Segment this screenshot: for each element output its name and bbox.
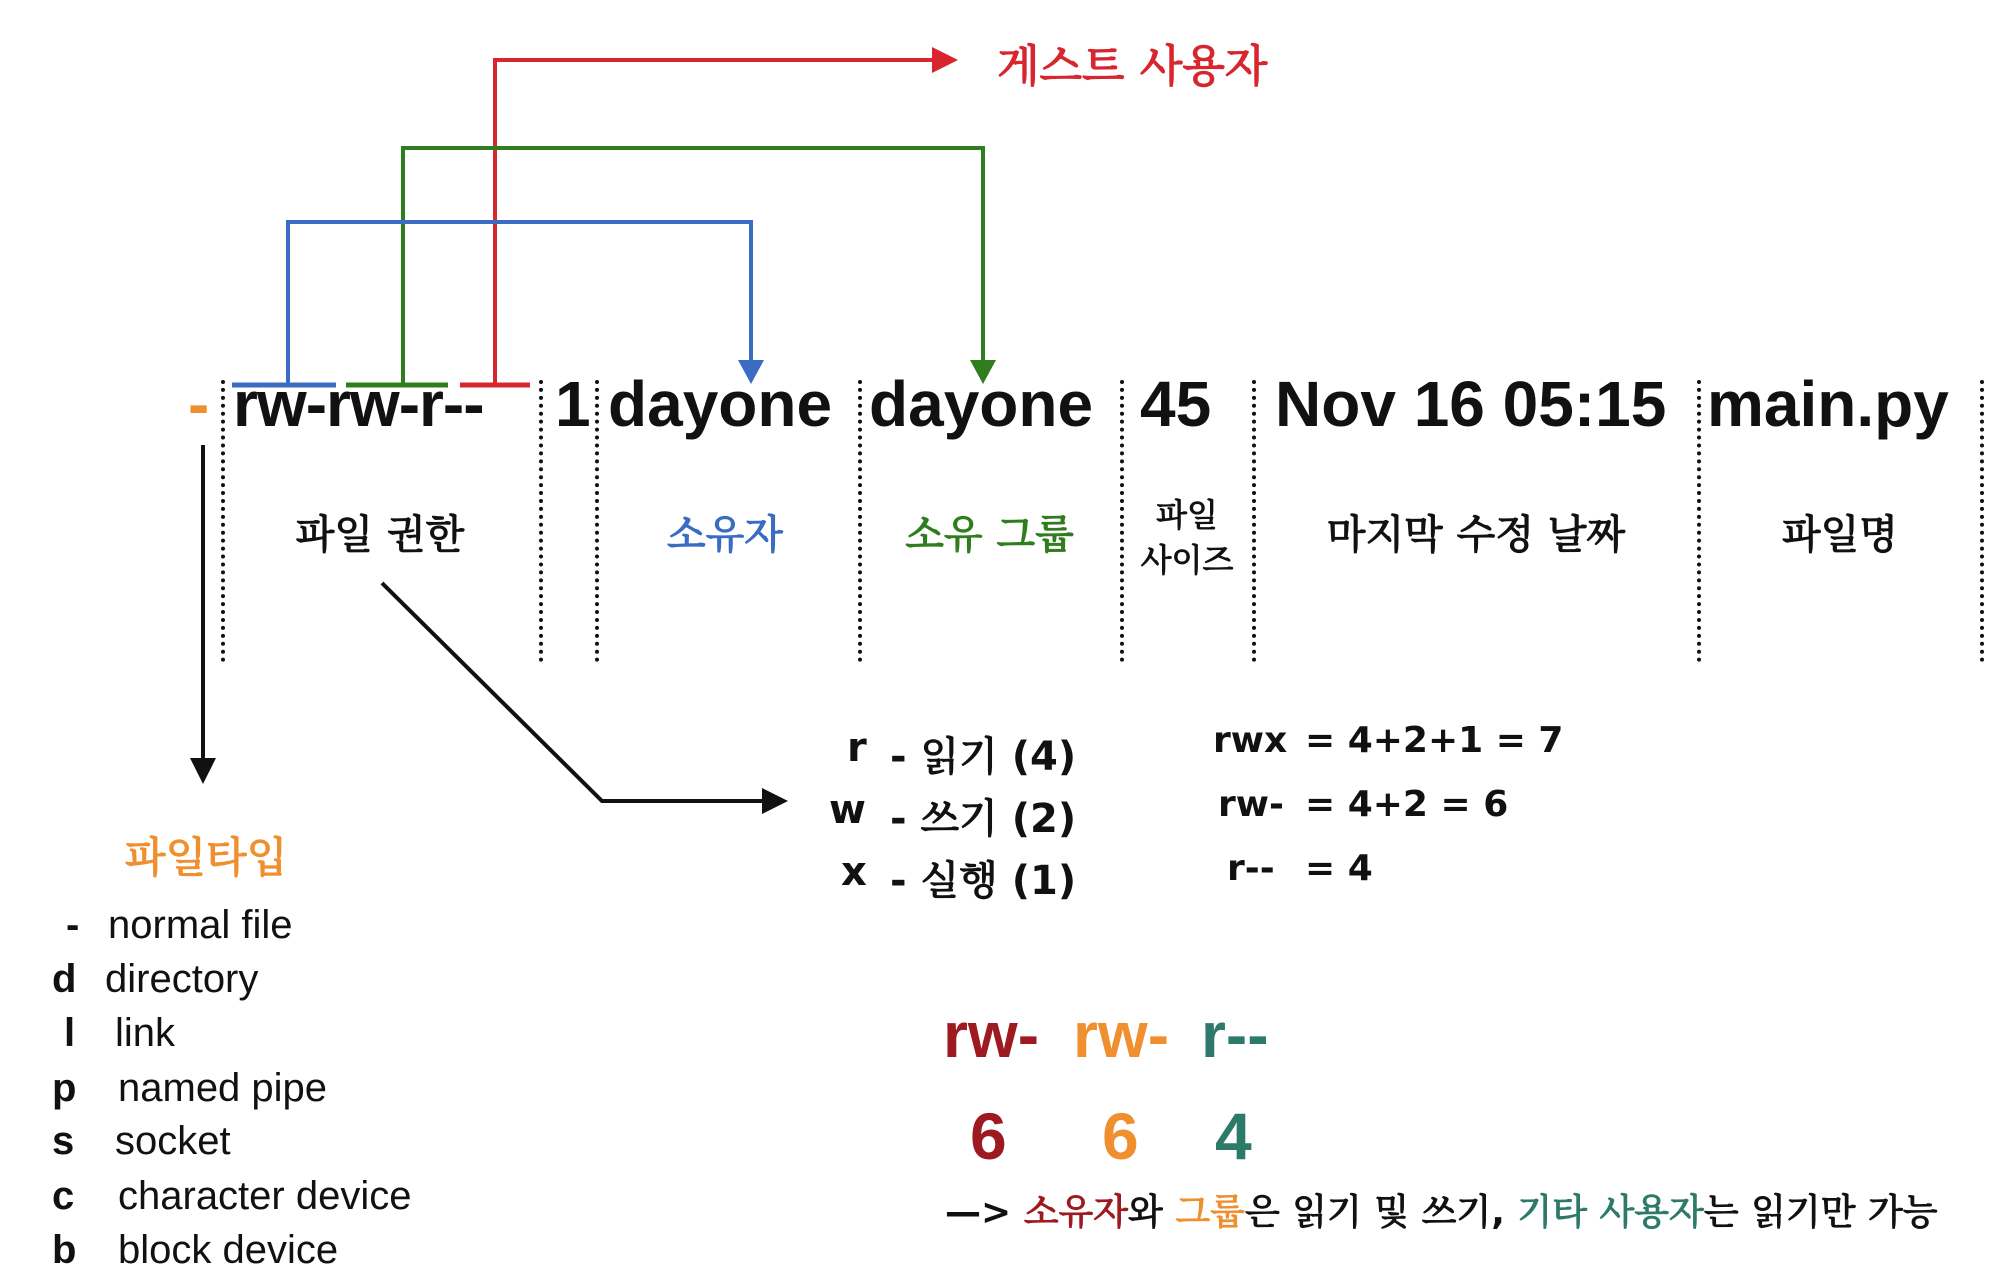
filetype-desc: named pipe [118, 1066, 328, 1110]
guest-arrowhead [932, 47, 958, 73]
filetype-desc: link [115, 1011, 176, 1055]
example-group-number: 6 [1102, 1099, 1139, 1173]
perm-key-x: x [841, 849, 867, 895]
filetype-key: b [52, 1228, 77, 1272]
label-file-size-line1: 파일 [1156, 496, 1218, 534]
filetype-key: - [66, 903, 80, 947]
filetype-desc: directory [105, 957, 259, 1001]
filetype-key: d [52, 957, 77, 1001]
column-separator [1980, 380, 1984, 662]
ls-link-count: 1 [555, 368, 591, 440]
label-owner-group: 소유 그룹 [905, 512, 1074, 558]
group-connector [403, 148, 983, 385]
perm-key-w: w [829, 787, 866, 833]
column-separator [221, 380, 225, 662]
perm-desc-x: - 실행 (1) [890, 858, 1077, 904]
ls-owner: dayone [608, 368, 833, 440]
label-owner: 소유자 [667, 512, 783, 558]
column-separator [595, 380, 599, 662]
perm-desc-r: - 읽기 (4) [890, 734, 1077, 780]
example-other-perm: r-- [1201, 999, 1269, 1071]
filetype-title: 파일타입 [125, 833, 288, 882]
calc-key-r: r-- [1227, 848, 1275, 889]
example-group-perm: rw- [1073, 999, 1169, 1071]
summary-wa: 와 [1128, 1192, 1163, 1233]
summary-other: 기타 사용자 [1517, 1192, 1704, 1233]
filetype-desc: block device [118, 1228, 339, 1272]
permission-connector [382, 583, 770, 801]
filetype-key: s [52, 1119, 75, 1163]
ls-date: Nov 16 05:15 [1275, 368, 1667, 440]
calc-expr-rw: = 4+2 = 6 [1305, 784, 1509, 825]
label-last-modified: 마지막 수정 날짜 [1326, 512, 1626, 558]
ls-group: dayone [869, 368, 1094, 440]
filetype-desc: socket [115, 1119, 231, 1163]
filetype-key: p [52, 1066, 77, 1110]
ls-filename: main.py [1707, 368, 1949, 440]
label-file-permissions: 파일 권한 [295, 512, 465, 558]
label-file-size-line2: 사이즈 [1140, 541, 1234, 579]
guest-user-label: 게스트 사용자 [997, 41, 1268, 92]
perm-desc-w: - 쓰기 (2) [890, 796, 1077, 842]
filetype-key: c [52, 1174, 75, 1218]
summary-arrow: —> [945, 1192, 1012, 1233]
owner-connector [288, 222, 751, 385]
summary-owner: 소유자 [1023, 1192, 1129, 1233]
ls-size: 45 [1140, 368, 1212, 440]
ls-permissions: rw-rw-r-- [233, 368, 484, 440]
calc-key-rw: rw- [1218, 784, 1284, 825]
example-other-number: 4 [1215, 1099, 1252, 1173]
ls-file-type: - [188, 368, 210, 440]
permission-arrowhead [762, 788, 788, 814]
perm-key-r: r [847, 725, 867, 771]
summary-end: 는 읽기만 가능 [1703, 1192, 1938, 1233]
filetype-desc: normal file [108, 903, 293, 947]
calc-expr-r: = 4 [1305, 848, 1373, 889]
calc-key-rwx: rwx [1213, 720, 1288, 761]
filetype-desc: character device [118, 1174, 412, 1218]
filetype-arrowhead [190, 758, 216, 784]
example-owner-number: 6 [970, 1099, 1007, 1173]
example-summary [945, 1184, 1938, 1235]
calc-expr-rwx: = 4+2+1 = 7 [1305, 720, 1564, 761]
summary-group: 그룹 [1175, 1192, 1245, 1233]
label-file-name: 파일명 [1782, 512, 1898, 558]
column-separator [539, 380, 543, 662]
example-owner-perm: rw- [943, 999, 1039, 1071]
filetype-key: l [64, 1011, 76, 1055]
summary-mid: 은 읽기 및 쓰기, [1244, 1192, 1505, 1233]
